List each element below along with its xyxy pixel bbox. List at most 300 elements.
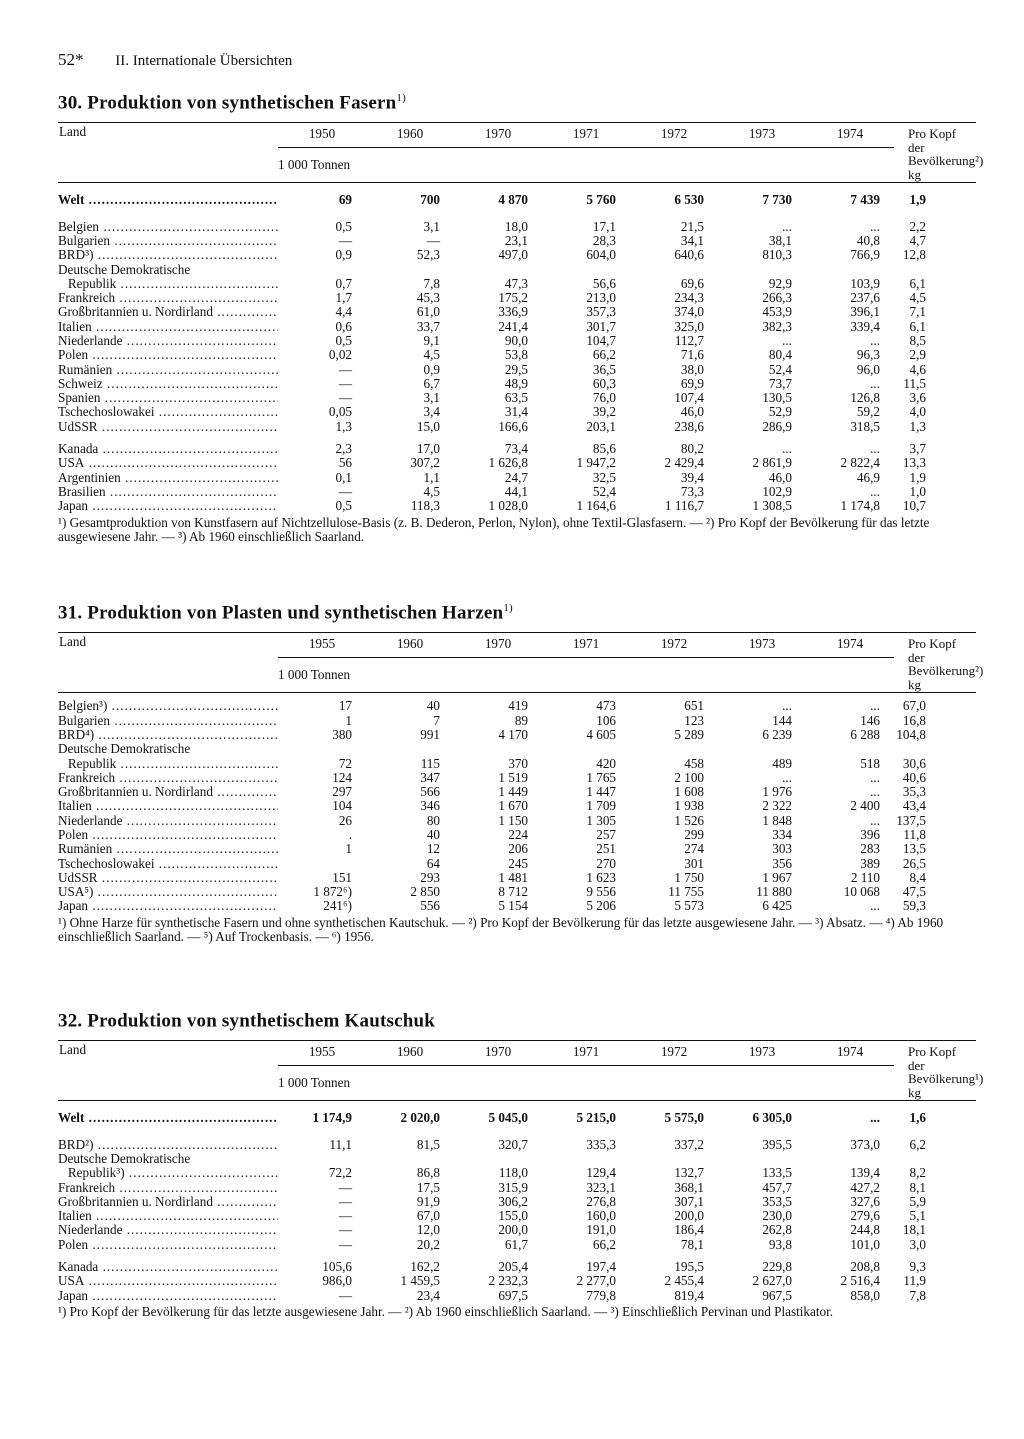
value-cell: 1,7 [335, 290, 352, 306]
value-cell: 64 [426, 855, 440, 871]
value-cell [542, 742, 630, 756]
country-name: Kanada ..... [58, 441, 278, 456]
value-cell: 1 526 [674, 812, 704, 828]
column-header-land: Land [58, 633, 278, 693]
value-cell: 325,0 [674, 318, 704, 334]
value-cell: 7,8 [423, 275, 440, 291]
value-cell: 126,8 [850, 390, 880, 406]
value-cell: ... [782, 218, 792, 234]
country-name: Republik³) ..... [58, 1166, 278, 1180]
country-cell [58, 842, 278, 856]
value-cell: 12,0 [416, 1222, 440, 1238]
data-table [58, 632, 984, 914]
value-cell: — [426, 232, 440, 248]
value-cell: 1 164,6 [576, 498, 616, 514]
value-cell: 396 [860, 827, 880, 842]
value-cell: 139,4 [850, 1165, 880, 1181]
value-cell: 497,0 [498, 247, 528, 263]
value-cell: 104,8 [896, 726, 926, 742]
value-cell: 353,5 [762, 1193, 792, 1209]
country-name: BRD⁴) ..... [58, 728, 278, 742]
value-cell: 1 305 [586, 812, 616, 828]
value-cell [278, 857, 366, 871]
value-cell: ... [870, 769, 880, 785]
country-cell [58, 363, 278, 377]
column-header-year: 1955 [278, 633, 366, 657]
value-cell: 30,6 [902, 755, 926, 771]
value-cell: 0,05 [328, 404, 352, 420]
value-cell: 4 170 [498, 726, 528, 742]
country-cell [58, 334, 278, 348]
value-cell: 29,5 [504, 361, 528, 377]
value-cell: 244,8 [850, 1222, 880, 1238]
value-cell [366, 1152, 454, 1166]
value-cell: 129,4 [586, 1165, 616, 1181]
value-cell: 7 439 [850, 192, 880, 208]
table-row [58, 1132, 976, 1152]
country-name: USA⁵) ..... [58, 885, 278, 899]
value-cell: 101,0 [850, 1236, 880, 1252]
value-cell: 7 [433, 712, 440, 728]
value-cell: 6,1 [909, 318, 926, 334]
country-name: Polen ..... [58, 348, 278, 362]
value-cell: 21,5 [680, 218, 704, 234]
country-name: Niederlande ..... [58, 1223, 278, 1237]
value-cell: 473 [596, 698, 616, 714]
country-name: Großbritannien u. Nordirland ..... [58, 305, 278, 319]
value-cell: 17,0 [416, 441, 440, 457]
table-row [58, 1181, 976, 1195]
value-cell: 6,1 [909, 275, 926, 291]
value-cell: 5,9 [909, 1193, 926, 1209]
value-cell: 3,1 [423, 390, 440, 406]
value-cell [630, 263, 718, 277]
value-cell: 6 530 [674, 192, 704, 208]
value-cell [278, 742, 366, 756]
country-name: Schweiz ..... [58, 377, 278, 391]
value-cell: 132,7 [674, 1165, 704, 1181]
value-cell: 0,02 [328, 347, 352, 363]
value-cell: 2,3 [335, 441, 352, 457]
value-cell: 33,7 [416, 318, 440, 334]
value-cell: 17,5 [416, 1179, 440, 1195]
table-row [58, 799, 976, 813]
value-cell: 195,5 [674, 1259, 704, 1274]
table-row [58, 263, 976, 277]
value-cell: 43,4 [902, 798, 926, 814]
value-cell: 52,4 [768, 361, 792, 377]
country-cell [58, 348, 278, 362]
value-cell: 0,5 [335, 333, 352, 348]
value-cell: 38,0 [680, 361, 704, 377]
value-cell: 2 110 [850, 869, 880, 885]
table-title-text: 32. Produktion von synthetischem Kautschuk [58, 1010, 436, 1032]
value-cell: 3,0 [909, 1236, 926, 1252]
value-cell: 118,0 [498, 1165, 528, 1181]
country-name: Niederlande ..... [58, 334, 278, 348]
value-cell: 1 626,8 [488, 455, 528, 471]
value-cell: 299 [684, 827, 704, 842]
value-cell: 419 [508, 698, 528, 714]
value-cell: 2 861,9 [752, 455, 792, 471]
value-cell: 112,7 [674, 333, 704, 348]
value-cell: 10,7 [902, 498, 926, 514]
value-cell: 72,2 [328, 1165, 352, 1181]
value-cell: 36,5 [592, 361, 616, 377]
table-row [58, 714, 976, 728]
country-cell [58, 757, 278, 771]
table-title-text: 30. Produktion von synthetischen Fasern [58, 92, 397, 114]
table-row [58, 828, 976, 842]
value-cell: 186,4 [674, 1222, 704, 1238]
value-cell: 4 870 [498, 192, 528, 208]
value-cell: — [338, 1236, 352, 1252]
value-cell: 346 [420, 798, 440, 814]
value-cell: 357,3 [586, 304, 616, 320]
value-cell: 234,3 [674, 290, 704, 306]
value-cell: 306,2 [498, 1193, 528, 1209]
value-cell: 40 [426, 698, 440, 714]
country-name: Argentinien ..... [58, 471, 278, 485]
value-cell: 1 116,7 [664, 498, 704, 514]
table-row [58, 363, 976, 377]
value-cell: 52,9 [768, 404, 792, 420]
value-cell [454, 742, 542, 756]
value-cell: 10 068 [843, 884, 880, 900]
column-header-year: 1955 [278, 1041, 366, 1065]
value-cell: — [338, 1222, 352, 1238]
data-table [58, 122, 984, 514]
table-row [58, 1195, 976, 1209]
value-cell: 28,3 [592, 232, 616, 248]
value-cell: — [338, 390, 352, 406]
value-cell: 73,4 [504, 441, 528, 457]
value-cell: 67,0 [416, 1208, 440, 1224]
value-cell: 453,9 [762, 304, 792, 320]
country-name: Welt ..... [58, 192, 278, 207]
country-name: Japan ..... [58, 499, 278, 513]
header-row [58, 633, 976, 657]
value-cell: 604,0 [586, 247, 616, 263]
value-cell: 1 750 [674, 869, 704, 885]
value-cell: — [338, 375, 352, 391]
value-cell: 130,5 [762, 390, 792, 406]
value-cell: 6 288 [850, 726, 880, 742]
value-cell: 2 400 [850, 798, 880, 814]
value-cell: 104 [332, 798, 352, 814]
value-cell: 0,5 [335, 498, 352, 514]
value-cell: 15,0 [416, 418, 440, 434]
value-cell: 23,4 [416, 1287, 440, 1303]
country-cell [58, 305, 278, 319]
country-name: Großbritannien u. Nordirland ..... [58, 1195, 278, 1209]
table-row [58, 1101, 976, 1132]
table-footnotes: ¹) Ohne Harze für synthetische Fasern und ohne synthetischen Kautschuk. — ²) Pro Kopf der Bevölkerung für das letzte ausgewiesene Jahr. — ³) Absatz. — ⁴) Ab 1960 einschließlich Saarland. — ⁵) Auf Trockenbasis. — ⁶) 1956. [58, 914, 944, 945]
table-row [58, 899, 976, 913]
value-cell: 12 [426, 841, 440, 857]
table-row [58, 499, 976, 513]
value-cell: 518 [860, 755, 880, 771]
country-cell [58, 1252, 278, 1274]
value-cell: 31,4 [504, 404, 528, 420]
country-cell [58, 471, 278, 485]
value-cell: 144 [772, 712, 792, 728]
country-name: Brasilien ..... [58, 485, 278, 499]
country-cell [58, 391, 278, 405]
value-cell: ... [782, 333, 792, 348]
value-cell: 46,0 [680, 404, 704, 420]
value-cell: 556 [420, 898, 440, 914]
country-cell [58, 828, 278, 842]
country-name: Republik ..... [58, 757, 278, 771]
value-cell: 373,0 [850, 1136, 880, 1152]
column-header-year: 1974 [806, 1041, 894, 1065]
value-cell: 59,2 [856, 404, 880, 420]
value-cell: 11,8 [903, 827, 926, 842]
value-cell: 9,1 [423, 333, 440, 348]
value-cell: 67,0 [902, 698, 926, 714]
country-cell [58, 234, 278, 248]
value-cell: 382,3 [762, 318, 792, 334]
value-cell: 11,1 [329, 1136, 352, 1152]
value-cell: 224 [508, 827, 528, 842]
value-cell: 1 623 [586, 869, 616, 885]
value-cell [542, 1152, 630, 1166]
value-cell: 17,1 [592, 218, 616, 234]
value-cell: 3,4 [423, 404, 440, 420]
value-cell: 3,1 [423, 218, 440, 234]
country-name: Tschechoslowakei ..... [58, 857, 278, 871]
value-cell: 45,3 [416, 290, 440, 306]
country-cell [58, 1132, 278, 1152]
value-cell: 1 519 [498, 769, 528, 785]
value-cell: ... [870, 333, 880, 348]
country-cell [58, 742, 278, 756]
value-cell: 1 308,5 [752, 498, 792, 514]
value-cell: 73,3 [680, 483, 704, 499]
value-cell: 301 [684, 855, 704, 871]
value-cell: 270 [596, 855, 616, 871]
country-cell [58, 728, 278, 742]
value-cell: ... [870, 698, 880, 714]
country-name: Belgien³) ..... [58, 698, 278, 713]
value-cell: 47,5 [902, 884, 926, 900]
value-cell: 59,3 [902, 898, 926, 914]
country-cell [58, 1152, 278, 1166]
data-table [58, 1040, 984, 1303]
value-cell: 200,0 [674, 1208, 704, 1224]
value-cell: 7,1 [909, 304, 926, 320]
value-cell: 697,5 [498, 1287, 528, 1303]
value-cell: 155,0 [498, 1208, 528, 1224]
country-name: Deutsche Demokratische [58, 742, 191, 757]
country-cell [58, 291, 278, 305]
value-cell: ... [870, 1110, 880, 1126]
table-title [58, 92, 976, 114]
value-cell: 276,8 [586, 1193, 616, 1209]
value-cell: 2 516,4 [840, 1273, 880, 1289]
value-cell: 197,4 [586, 1259, 616, 1274]
value-cell [278, 1152, 366, 1166]
column-header-year: 1970 [454, 633, 542, 657]
value-cell: 12,8 [902, 247, 926, 263]
value-cell: 819,4 [674, 1287, 704, 1303]
country-cell [58, 1101, 278, 1132]
country-cell [58, 1289, 278, 1303]
table-row [58, 391, 976, 405]
value-cell: 107,4 [674, 390, 704, 406]
column-header-year: 1973 [718, 633, 806, 657]
column-header-per-capita: Pro Kopf der Bevölkerung¹) kg [894, 1041, 976, 1101]
table-row [58, 871, 976, 885]
value-cell [894, 742, 976, 756]
value-cell: 6 239 [762, 726, 792, 742]
value-cell: 1,9 [909, 192, 926, 208]
value-cell: 1 608 [674, 784, 704, 800]
value-cell: 9,3 [909, 1259, 926, 1274]
value-cell: 2,2 [909, 218, 926, 234]
value-cell: 810,3 [762, 247, 792, 263]
country-cell [58, 420, 278, 434]
value-cell: 44,1 [504, 483, 528, 499]
unit-label: 1 000 Tonnen [278, 657, 894, 693]
value-cell: 8,2 [909, 1165, 926, 1181]
table-section-synthetic-rubber [58, 1010, 984, 1319]
country-name: Japan ..... [58, 1289, 278, 1303]
value-cell: 11,9 [903, 1273, 926, 1289]
value-cell: 9 556 [586, 884, 616, 900]
value-cell: 1 028,0 [488, 498, 528, 514]
value-cell: 86,8 [416, 1165, 440, 1181]
value-cell: 4,7 [909, 232, 926, 248]
table-row [58, 291, 976, 305]
value-cell: 2 627,0 [752, 1273, 792, 1289]
value-cell: 370 [508, 755, 528, 771]
table-row [58, 434, 976, 456]
value-cell [454, 263, 542, 277]
value-cell: 5 045,0 [488, 1110, 528, 1126]
country-name: Tschechoslowakei ..... [58, 405, 278, 419]
country-name: Rumänien ..... [58, 363, 278, 377]
table-row [58, 785, 976, 799]
value-cell: 71,6 [680, 347, 704, 363]
value-cell: 66,2 [592, 347, 616, 363]
value-cell [806, 742, 894, 756]
table-row [58, 1223, 976, 1237]
value-cell: 1 459,5 [400, 1273, 440, 1289]
table-row [58, 183, 976, 214]
value-cell: 1 670 [498, 798, 528, 814]
value-cell: 40,8 [856, 232, 880, 248]
country-cell [58, 814, 278, 828]
value-cell: ... [870, 784, 880, 800]
value-cell: ... [870, 898, 880, 914]
value-cell: 1 150 [498, 812, 528, 828]
country-name: Deutsche Demokratische [58, 1151, 191, 1166]
value-cell: 356 [772, 855, 792, 871]
value-cell: 307,1 [674, 1193, 704, 1209]
table-row [58, 693, 976, 714]
value-cell: 61,7 [504, 1236, 528, 1252]
value-cell: 206 [508, 841, 528, 857]
column-header-per-capita: Pro Kopf der Bevölkerung²) kg [894, 633, 976, 693]
value-cell: 23,1 [504, 232, 528, 248]
value-cell: 237,6 [850, 290, 880, 306]
country-name: USA ..... [58, 456, 278, 470]
country-cell [58, 1166, 278, 1180]
value-cell: 420 [596, 755, 616, 771]
column-header-year: 1972 [630, 1041, 718, 1065]
country-name: Bulgarien ..... [58, 234, 278, 248]
value-cell: 1 967 [762, 869, 792, 885]
value-cell: 118,3 [410, 498, 440, 514]
value-cell: 1,3 [909, 418, 926, 434]
value-cell [630, 742, 718, 756]
value-cell: 8 712 [498, 884, 528, 900]
value-cell: 13,3 [902, 455, 926, 471]
value-cell: 39,2 [592, 404, 616, 420]
value-cell: 2 232,3 [488, 1273, 528, 1289]
country-cell [58, 771, 278, 785]
country-cell [58, 214, 278, 234]
value-cell: 1 174,8 [840, 498, 880, 514]
value-cell: 2 850 [410, 884, 440, 900]
table-row [58, 420, 976, 434]
value-cell: 191,0 [586, 1222, 616, 1238]
country-name: Polen ..... [58, 1238, 278, 1252]
value-cell: 13,5 [902, 841, 926, 857]
value-cell: 11,5 [903, 375, 926, 391]
value-cell: 283 [860, 841, 880, 857]
column-header-year: 1974 [806, 123, 894, 147]
value-cell: 458 [684, 755, 704, 771]
table-row [58, 757, 976, 771]
value-cell: 61,0 [416, 304, 440, 320]
unit-label: 1 000 Tonnen [278, 1065, 894, 1101]
country-cell [58, 405, 278, 419]
country-cell [58, 320, 278, 334]
value-cell: 3,6 [909, 390, 926, 406]
value-cell: 52,3 [416, 247, 440, 263]
country-name: Italien ..... [58, 799, 278, 813]
value-cell: 18,0 [504, 218, 528, 234]
value-cell: 4,6 [909, 361, 926, 377]
value-cell: 52,4 [592, 483, 616, 499]
value-cell: 4,5 [423, 347, 440, 363]
value-cell: 40,6 [902, 769, 926, 785]
column-header-year: 1973 [718, 123, 806, 147]
table-row [58, 305, 976, 319]
value-cell: — [338, 1193, 352, 1209]
value-cell: 1,1 [423, 469, 440, 485]
country-cell [58, 1238, 278, 1252]
value-cell: 40 [426, 827, 440, 842]
table-row [58, 1166, 976, 1180]
value-cell: 11 880 [756, 884, 792, 900]
value-cell: 241⁶) [323, 898, 352, 914]
value-cell: 80 [426, 812, 440, 828]
value-cell: 229,8 [762, 1259, 792, 1274]
value-cell: 2 429,4 [664, 455, 704, 471]
value-cell: 230,0 [762, 1208, 792, 1224]
value-cell: 115 [420, 755, 440, 771]
value-cell: — [338, 1179, 352, 1195]
value-cell: 17 [338, 698, 352, 714]
table-row [58, 728, 976, 742]
value-cell: 80,4 [768, 347, 792, 363]
value-cell: — [338, 483, 352, 499]
value-cell: 1 174,9 [312, 1110, 352, 1126]
